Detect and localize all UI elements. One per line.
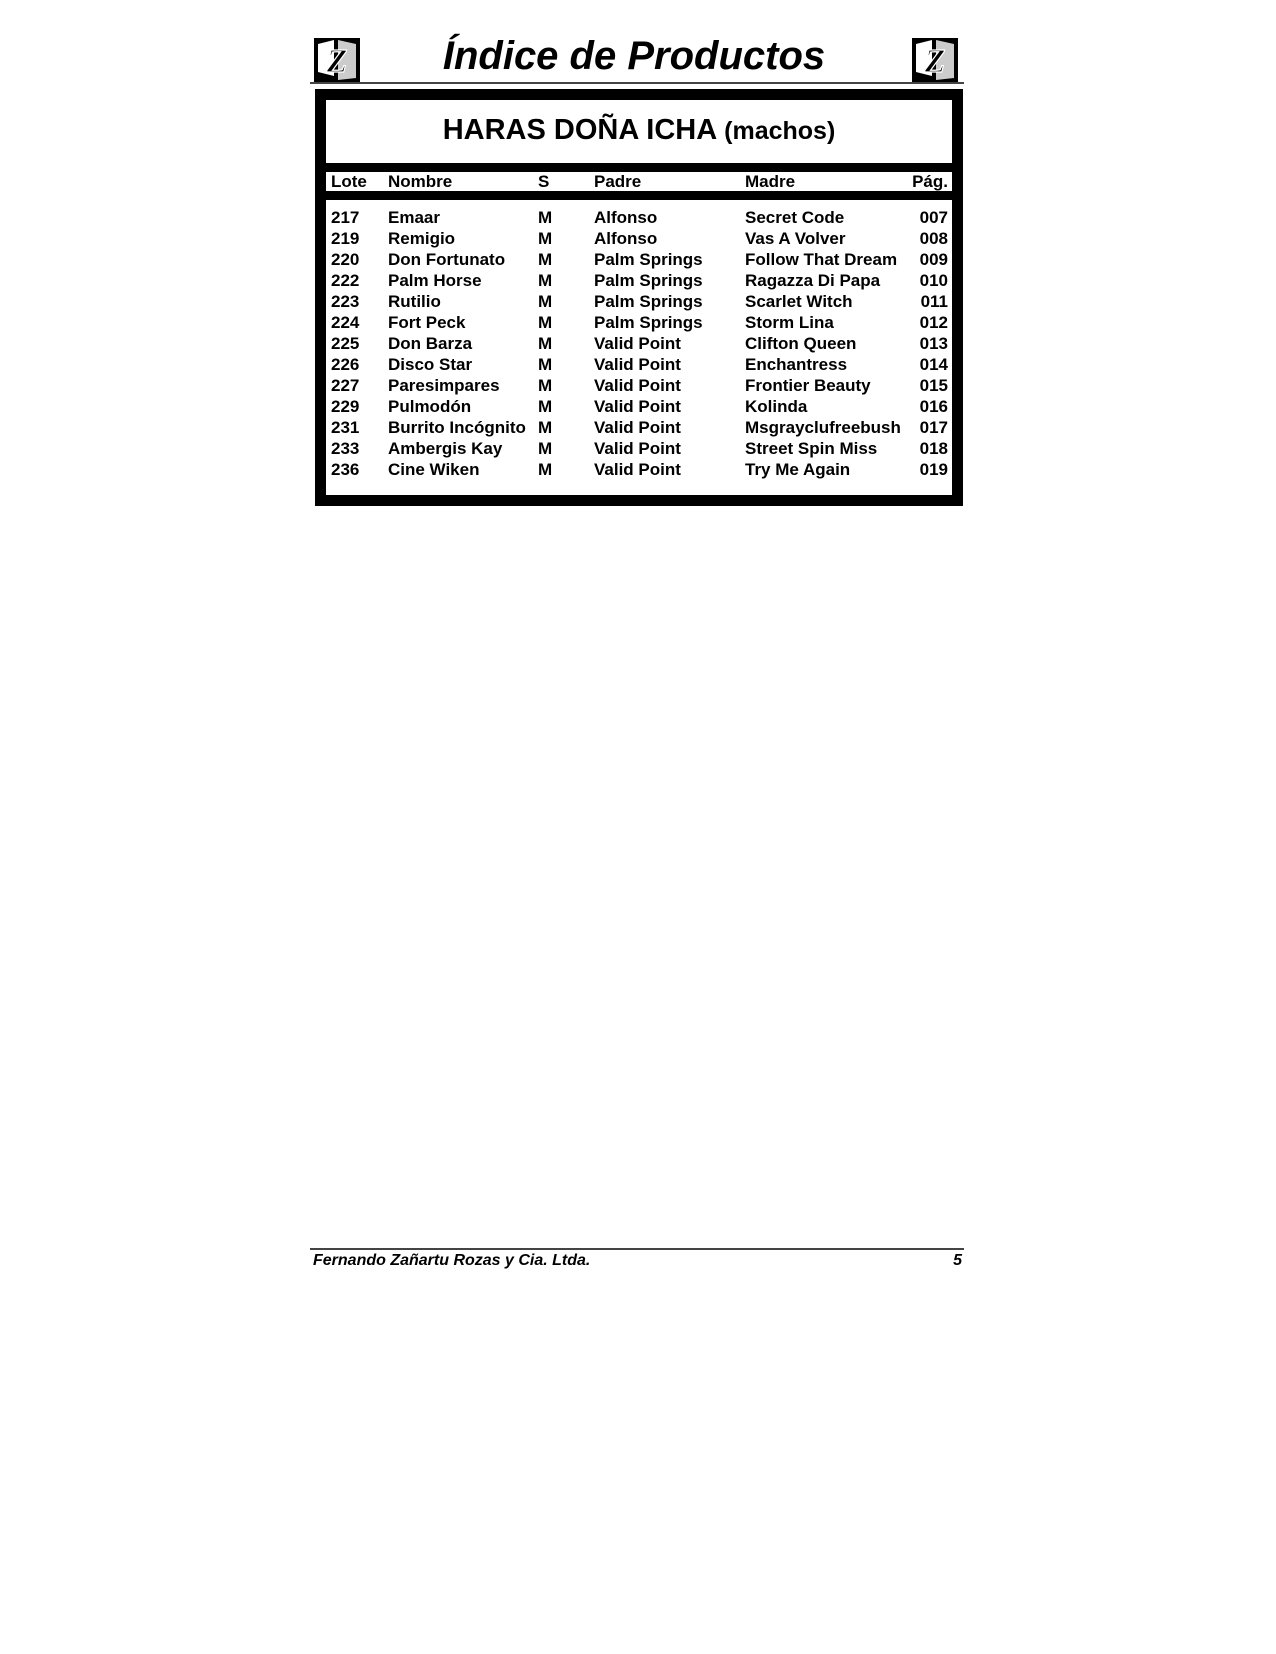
- cell-lote: 219: [331, 229, 360, 248]
- cell-s: M: [538, 460, 553, 479]
- cell-s: M: [538, 355, 553, 374]
- cell-nombre: Disco Star: [388, 355, 473, 374]
- cell-nombre: Rutilio: [388, 292, 441, 311]
- cell-nombre: Ambergis Kay: [388, 439, 503, 458]
- cell-pag: 013: [919, 334, 948, 353]
- cell-lote: 224: [331, 313, 360, 332]
- cell-pag: 011: [920, 292, 948, 311]
- table-row: [326, 228, 952, 249]
- cell-nombre: Palm Horse: [388, 271, 482, 290]
- table-row: [326, 375, 952, 396]
- cell-nombre: Paresimpares: [388, 376, 500, 395]
- cell-s: M: [538, 439, 553, 458]
- cell-padre: Valid Point: [594, 439, 681, 458]
- cell-madre: Scarlet Witch: [745, 292, 853, 311]
- cell-s: M: [538, 292, 553, 311]
- cell-lote: 225: [331, 334, 360, 353]
- cell-madre: Clifton Queen: [745, 334, 857, 353]
- cell-nombre: Don Fortunato: [388, 250, 506, 269]
- cell-s: M: [538, 418, 553, 437]
- cell-pag: 016: [919, 397, 948, 416]
- cell-pag: 018: [919, 439, 948, 458]
- table-row: [326, 291, 952, 312]
- index-table-frame: [315, 89, 963, 506]
- cell-s: M: [538, 313, 553, 332]
- cell-pag: 008: [919, 229, 948, 248]
- cell-padre: Alfonso: [594, 208, 658, 227]
- cell-padre: Valid Point: [594, 334, 681, 353]
- footer-company: Fernando Zañartu Rozas y Cia. Ltda.: [313, 1252, 591, 1269]
- cell-madre: Follow That Dream: [745, 250, 898, 269]
- cell-madre: Enchantress: [745, 355, 848, 374]
- cell-nombre: Burrito Incógnito: [388, 418, 526, 437]
- cell-pag: 010: [919, 271, 948, 290]
- cell-pag: 009: [919, 250, 948, 269]
- cell-lote: 233: [331, 439, 360, 458]
- cell-nombre: Fort Peck: [388, 313, 466, 332]
- table-row: [326, 354, 952, 375]
- cell-padre: Palm Springs: [594, 313, 703, 332]
- cell-lote: 226: [331, 355, 360, 374]
- cell-pag: 017: [919, 418, 948, 437]
- table-row: [326, 249, 952, 270]
- table-row: [326, 270, 952, 291]
- header-band-bottom: [326, 191, 952, 200]
- cell-nombre: Cine Wiken: [388, 460, 480, 479]
- cell-pag: 015: [919, 376, 948, 395]
- cell-madre: Vas A Volver: [745, 229, 846, 248]
- cell-padre: Valid Point: [594, 418, 681, 437]
- cell-pag: 014: [919, 355, 948, 374]
- cell-madre: Try Me Again: [745, 460, 851, 479]
- cell-padre: Valid Point: [594, 460, 681, 479]
- header-band-top: [326, 163, 952, 172]
- cell-s: M: [538, 397, 553, 416]
- table-row: [326, 438, 952, 459]
- cell-pag: 007: [919, 208, 948, 227]
- cell-madre: Secret Code: [745, 208, 845, 227]
- cell-madre: Storm Lina: [745, 313, 834, 332]
- table-row: [326, 207, 952, 228]
- cell-madre: Frontier Beauty: [745, 376, 871, 395]
- cell-madre: Street Spin Miss: [745, 439, 878, 458]
- cell-pag: 019: [919, 460, 948, 479]
- cell-padre: Palm Springs: [594, 271, 703, 290]
- cell-padre: Palm Springs: [594, 292, 703, 311]
- cell-nombre: Remigio: [388, 229, 456, 248]
- cell-s: M: [538, 271, 553, 290]
- column-header-madre: Madre: [745, 172, 796, 191]
- cell-lote: 222: [331, 271, 360, 290]
- logo-letter: Z: [924, 43, 946, 80]
- cell-madre: Ragazza Di Papa: [745, 271, 881, 290]
- cell-nombre: Pulmodón: [388, 397, 472, 416]
- company-logo-left: [312, 34, 362, 84]
- cell-s: M: [538, 250, 553, 269]
- cell-lote: 227: [331, 376, 360, 395]
- cell-s: M: [538, 208, 553, 227]
- cell-s: M: [538, 334, 553, 353]
- footer-divider: [310, 1248, 964, 1250]
- cell-lote: 217: [331, 208, 360, 227]
- index-table: [325, 99, 953, 496]
- cell-lote: 220: [331, 250, 360, 269]
- cell-madre: Kolinda: [745, 397, 808, 416]
- cell-nombre: Don Barza: [388, 334, 473, 353]
- section-title-text: HARAS DOÑA ICHA: [442, 114, 717, 146]
- table-row: [326, 312, 952, 333]
- column-header-padre: Padre: [594, 172, 642, 191]
- cell-padre: Alfonso: [594, 229, 658, 248]
- cell-pag: 012: [919, 313, 948, 332]
- table-row: [326, 396, 952, 417]
- cell-lote: 236: [331, 460, 360, 479]
- page-title: Índice de Productos: [442, 34, 826, 78]
- column-header-lote: Lote: [331, 172, 367, 191]
- section-subtitle: (machos): [724, 117, 836, 145]
- cell-padre: Valid Point: [594, 376, 681, 395]
- table-row: [326, 459, 952, 480]
- cell-padre: Valid Point: [594, 397, 681, 416]
- column-header-pag: Pág.: [912, 172, 948, 191]
- cell-padre: Valid Point: [594, 355, 681, 374]
- logo-letter: Z: [326, 43, 348, 80]
- cell-lote: 229: [331, 397, 360, 416]
- column-header-s: S: [538, 172, 550, 191]
- page-number: 5: [953, 1252, 962, 1269]
- cell-nombre: Emaar: [388, 208, 440, 227]
- cell-lote: 231: [331, 418, 360, 437]
- cell-madre: Msgrayclufreebush: [745, 418, 901, 437]
- cell-s: M: [538, 229, 553, 248]
- cell-s: M: [538, 376, 553, 395]
- title-divider: [310, 82, 964, 84]
- cell-padre: Palm Springs: [594, 250, 703, 269]
- company-logo-right: [910, 34, 960, 84]
- table-row: [326, 333, 952, 354]
- table-row: [326, 417, 952, 438]
- section-title: [326, 110, 952, 151]
- cell-lote: 223: [331, 292, 360, 311]
- column-header-nombre: Nombre: [388, 172, 453, 191]
